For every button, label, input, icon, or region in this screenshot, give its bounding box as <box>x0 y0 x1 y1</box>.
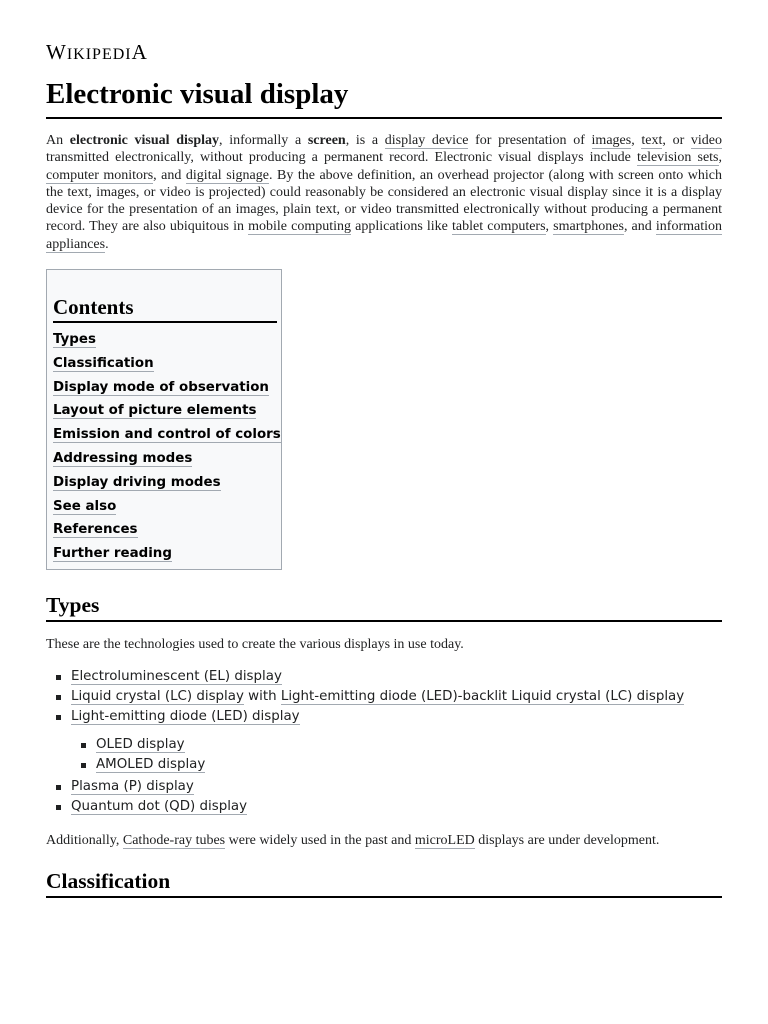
bold-term: screen <box>307 133 346 148</box>
list-item <box>71 755 205 775</box>
article-link[interactable]: smartphones <box>553 219 624 235</box>
toc-item-emission[interactable]: Emission and control of colors <box>53 427 281 443</box>
intro-paragraph: An electronic visual display, informally a screen, is a display device for presentation of images, text, or video transmitted electronically, without producing a permanent record. Electronic visual displays include television sets, computer monitors, and digital signage. By the above definition, an overhead projector (along with screen onto which the text, images, or video is projected) could reasonably be considered an electronic visual display since it is a display device for the presentation of an images, plain text, or video transmitted electronically without producing a permanent record. They are also ubiquitous in mobile computing applications like tablet computers, smartphones, and information appliances. <box>46 133 723 252</box>
section-heading-types: Types <box>46 592 722 622</box>
article-link[interactable]: tablet computers <box>452 219 546 235</box>
list-item <box>71 735 205 755</box>
types-sublist <box>71 735 205 775</box>
article-link[interactable]: Light-emitting diode (LED)-backlit Liquid crystal (LC) display <box>280 689 685 704</box>
article-link[interactable]: Plasma (P) display <box>71 779 194 794</box>
toc-item-classification[interactable]: Classification <box>53 355 154 371</box>
toc-list <box>53 328 281 566</box>
article-link[interactable]: images <box>591 133 632 148</box>
list-item: Liquid crystal (LC) display with Light-emitting diode (LED)-backlit Liquid crystal (LC) display <box>46 687 684 707</box>
list-item <box>46 707 684 727</box>
types-list-continued <box>46 777 247 817</box>
toc-item-layout[interactable]: Layout of picture elements <box>53 403 257 419</box>
article-link[interactable]: microLED <box>414 833 475 848</box>
table-of-contents <box>46 269 282 570</box>
page-title: Electronic visual display <box>46 74 722 119</box>
section-heading-classification: Classification <box>46 868 722 898</box>
article-link[interactable]: Cathode-ray tubes <box>122 833 226 848</box>
toc-item-addressing[interactable]: Addressing modes <box>53 450 193 466</box>
types-list <box>46 667 684 727</box>
article-link[interactable]: computer monitors <box>46 167 154 183</box>
article-link[interactable]: television sets <box>636 150 719 166</box>
list-item <box>46 667 684 687</box>
toc-item-further-reading[interactable]: Further reading <box>53 546 172 562</box>
types-outro: Additionally, Cathode-ray tubes were widely used in the past and microLED displays are under development. <box>46 833 660 848</box>
toc-item-types[interactable]: Types <box>53 332 96 347</box>
article-link[interactable]: Electroluminescent (EL) display <box>71 669 282 684</box>
article-link[interactable]: text <box>641 133 663 148</box>
list-item <box>46 797 247 817</box>
article-link[interactable]: Quantum dot (QD) display <box>71 799 248 814</box>
article-link[interactable]: display device <box>384 133 469 148</box>
article-link[interactable]: OLED display <box>96 737 185 752</box>
types-intro: These are the technologies used to create the various displays in use today. <box>46 637 464 652</box>
article-link[interactable]: digital signage <box>185 167 269 183</box>
article-link[interactable]: information appliances <box>46 219 722 252</box>
wikipedia-logo[interactable]: WIKIPEDIA <box>46 40 148 64</box>
toc-item-see-also[interactable]: See also <box>53 498 117 514</box>
article-link[interactable]: Light-emitting diode (LED) display <box>71 709 300 724</box>
article-link[interactable]: mobile computing <box>248 219 352 235</box>
article-link[interactable]: video <box>690 133 723 148</box>
bold-term: electronic visual display <box>69 133 220 148</box>
article-link[interactable]: Liquid crystal (LC) display <box>71 689 244 704</box>
list-item <box>46 777 247 797</box>
toc-title: Contents <box>53 294 277 323</box>
article-link[interactable]: AMOLED display <box>96 757 206 772</box>
toc-item-display-mode[interactable]: Display mode of observation <box>53 379 269 395</box>
toc-item-driving[interactable]: Display driving modes <box>53 474 221 490</box>
toc-item-references[interactable]: References <box>53 522 138 538</box>
